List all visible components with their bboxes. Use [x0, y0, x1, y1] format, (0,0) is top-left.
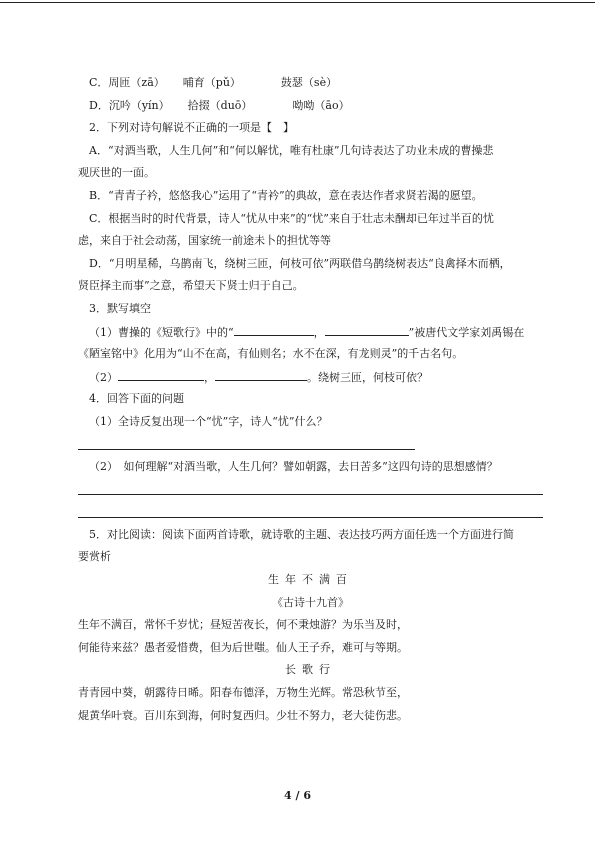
poem1-source: 《古诗十九首》 [272, 595, 349, 609]
option-word-3: 呦呦（āo） [292, 98, 350, 112]
q2-option-a-cont: 观厌世的一面。 [78, 166, 155, 180]
fill-blank-2[interactable] [325, 321, 409, 336]
option-word-1: 沉吟（yín） [108, 98, 170, 112]
option-label: C． [89, 76, 109, 89]
q3-part1-text-b: ”被唐代文学家刘禹锡在 [408, 325, 525, 339]
poem2-line-1: 青青园中葵，朝露待日晞。阳春布德泽，万物生光辉。常恐秋节至， [78, 686, 408, 700]
q5-stem-cont: 要赏析 [78, 550, 111, 564]
q3-part1-comma: ， [313, 325, 325, 339]
answer-line-1[interactable] [78, 434, 543, 457]
poem1-line-2: 何能待来兹？愚者爱惜费，但为后世嗤。仙人王子乔，难可与等期。 [78, 640, 408, 654]
q2-option-d: D．“月明星稀，乌鹊南飞，绕树三匝，何枝可依”两联借乌鹊绕树表达“良禽择木而栖， [89, 256, 511, 270]
q1-option-d [78, 95, 543, 118]
q4-stem: 4．回答下面的问题 [89, 392, 184, 406]
q3-part1-text-a: （1）曹操的《短歌行》中的“ [89, 325, 234, 339]
answer-line-3[interactable] [78, 501, 543, 524]
q3-part2-text-b: 。绕树三匝，何枝可依？ [307, 370, 428, 384]
document-body [78, 72, 543, 727]
q3-part2-comma: ， [204, 370, 215, 384]
q2-stem: 2．下列对诗句解说不正确的一项是【 】 [89, 121, 294, 135]
fill-blank-4[interactable] [215, 366, 307, 381]
q5-stem: 5．对比阅读：阅读下面两首诗歌，就诗歌的主题、表达技巧两方面任选一个方面进行简 [89, 527, 514, 541]
q3-part2-text-a: （2） [89, 370, 118, 384]
q2-option-c-cont: 虑，来自于社会动荡，国家统一前途未卜的担忧等等 [78, 234, 331, 248]
header-rule [0, 2, 595, 3]
q2-option-c: C．根据当时的时代背景，诗人“忧从中来”的“忧”来自于壮志未酬却已年过半百的忧 [89, 211, 494, 225]
option-word-2: 哺育（pǔ） [182, 76, 241, 89]
poem2-title: 长歌行 [285, 663, 336, 677]
option-word-1: 周匝（zā） [108, 76, 165, 89]
q3-part1-cont: 《陋室铭中》化用为“山不在高，有仙则名；水不在深，有龙则灵”的千古名句。 [78, 347, 464, 361]
poem2-line-2: 焜黄华叶衰。百川东到海，何时复西归。少壮不努力，老大徒伤悲。 [78, 708, 408, 722]
fill-blank-3[interactable] [118, 366, 204, 381]
q4-part1: （1）全诗反复出现一个“忧”字，诗人“忧”什么？ [89, 414, 328, 428]
q2-option-d-cont: 贤臣择主而事”之意，希望天下贤士归于自己。 [78, 279, 304, 293]
poem1-line-1: 生年不满百，常怀千岁忧；昼短苦夜长，何不秉烛游？为乐当及时， [78, 618, 408, 632]
option-label: D． [89, 98, 109, 112]
option-word-2: 拾掇（duō） [187, 98, 253, 112]
page-number: 4 / 6 [284, 789, 311, 802]
answer-line-2[interactable] [78, 479, 543, 502]
option-word-3: 鼓瑟（sè） [280, 76, 338, 89]
q3-part1 [78, 321, 543, 344]
q2-option-b: B．“青青子衿，悠悠我心”运用了“青衿”的典故，意在表达作者求贤若渴的愿望。 [89, 188, 483, 202]
fill-blank-1[interactable] [234, 321, 314, 336]
q1-option-c [78, 72, 543, 95]
q3-part2 [78, 366, 543, 389]
q2-option-a: A．“对酒当歌，人生几何”和“何以解忧，唯有杜康”几句诗表达了功业未成的曹操悲 [89, 143, 494, 157]
poem1-title: 生年不满百 [268, 573, 353, 587]
q3-stem: 3．默写填空 [89, 301, 151, 315]
q4-part2: （2） 如何理解“对酒当歌，人生几何？譬如朝露，去日苦多”这四句诗的思想感情？ [89, 460, 498, 474]
